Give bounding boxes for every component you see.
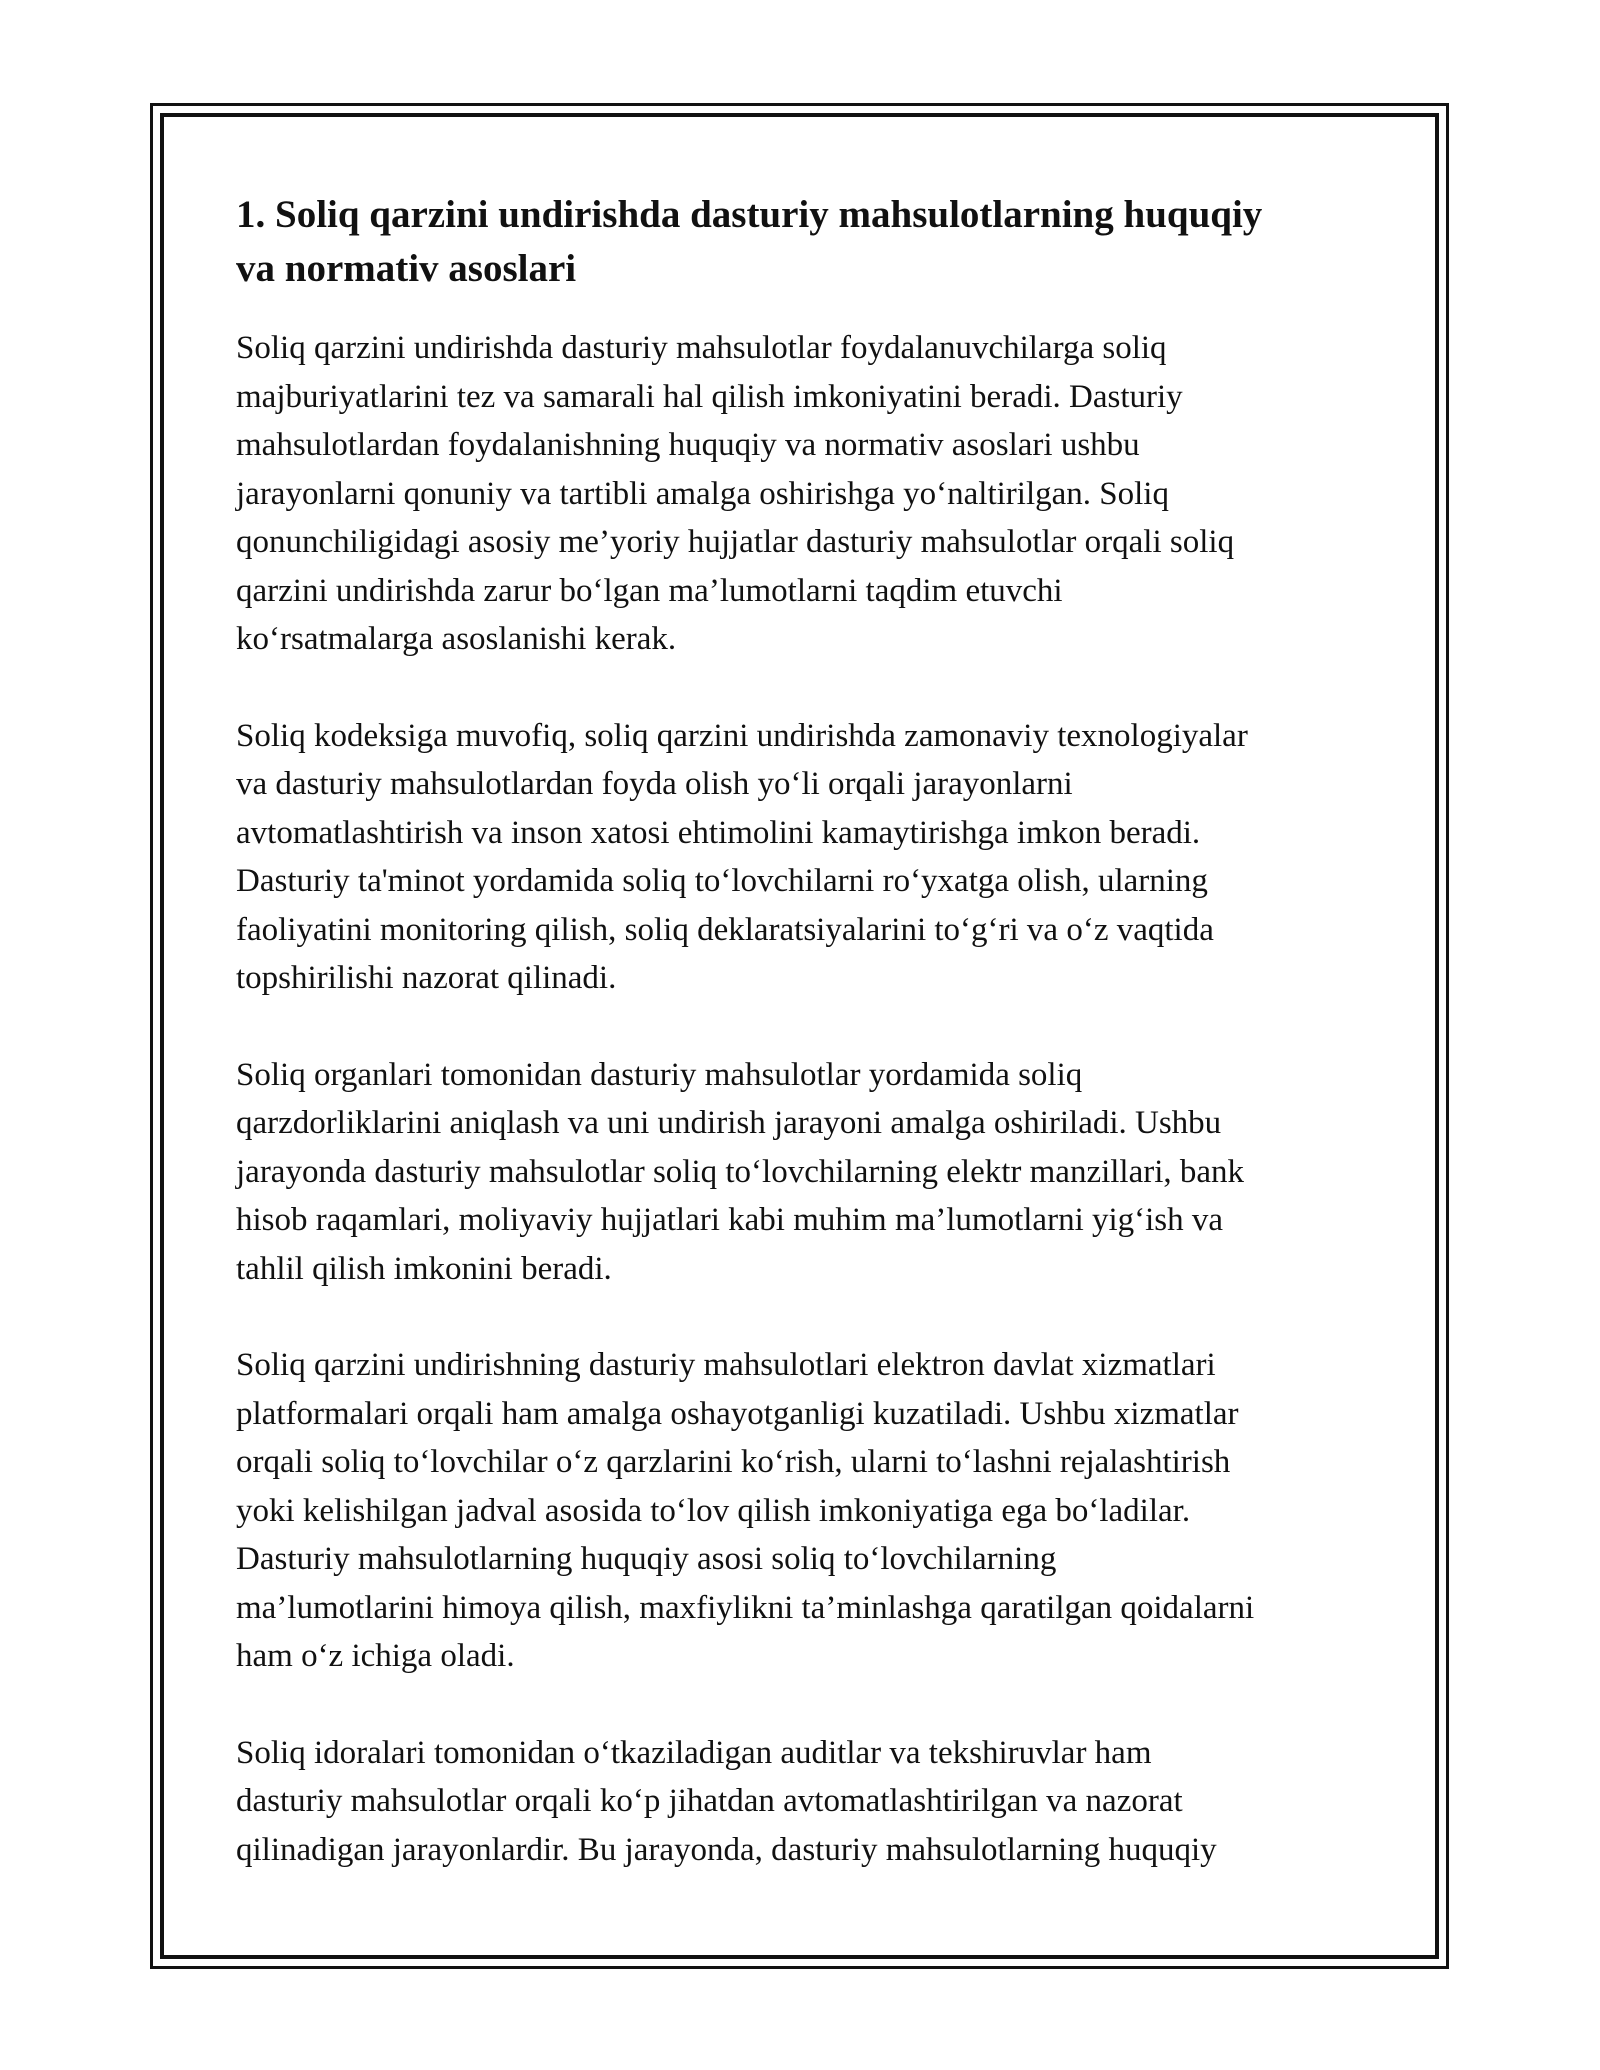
text-line: Soliq qarzini undirishda dasturiy mahsulotlar foydalanuvchilarga soliq <box>236 330 1167 366</box>
text-line: ham oʻz ichiga oladi. <box>236 1638 515 1674</box>
text-line: yoki kelishilgan jadval asosida toʻlov qilish imkoniyatiga ega boʻladilar. <box>236 1492 1191 1529</box>
text-line: majburiyatlarini tez va samarali hal qilish imkoniyatini beradi. Dasturiy <box>236 378 1183 415</box>
text-line: platformalari orqali ham amalga oshayotganligi kuzatiladi. Ushbu xizmatlar <box>236 1395 1239 1432</box>
text-line: orqali soliq toʻlovchilar oʻz qarzlarini koʻrish, ularni toʻlashni rejalashtirish <box>236 1444 1231 1480</box>
heading-line: 1. Soliq qarzini undirishda dasturiy mahsulotlarning huquqiy <box>236 193 1263 236</box>
text-line: topshirilishi nazorat qilinadi. <box>236 960 617 996</box>
text-line: Soliq qarzini undirishning dasturiy mahsulotlari elektron davlat xizmatlari <box>236 1347 1216 1383</box>
text-line: qilinadigan jarayonlardir. Bu jarayonda, dasturiy mahsulotlarning huquqiy <box>236 1831 1217 1868</box>
text-line: jarayonda dasturiy mahsulotlar soliq toʻlovchilarning elektr manzillari, bank <box>236 1153 1245 1190</box>
text-line: qarzini undirishda zarur boʻlgan ma’lumotlarni taqdim etuvchi <box>236 572 1063 609</box>
paragraph <box>236 324 1376 664</box>
text-line: Dasturiy ta'minot yordamida soliq toʻlovchilarni roʻyxatga olish, ularning <box>236 863 1208 899</box>
paragraph <box>236 1729 1376 1875</box>
text-line: koʻrsatmalarga asoslanishi kerak. <box>236 621 677 657</box>
text-line: Dasturiy mahsulotlarning huquqiy asosi soliq toʻlovchilarning <box>236 1541 1057 1577</box>
text-line: tahlil qilish imkonini beradi. <box>236 1250 612 1287</box>
text-line: hisob raqamlari, moliyaviy hujjatlari kabi muhim ma’lumotlarni yigʻish va <box>236 1202 1224 1238</box>
text-line: va dasturiy mahsulotlardan foyda olish yoʻli orqali jarayonlarni <box>236 766 1073 802</box>
text-line: jarayonlarni qonuniy va tartibli amalga oshirishga yoʻnaltirilgan. Soliq <box>236 475 1169 512</box>
text-line: mahsulotlardan foydalanishning huquqiy va normativ asoslari ushbu <box>236 427 1140 463</box>
text-line: faoliyatini monitoring qilish, soliq deklaratsiyalarini toʻgʻri va oʻz vaqtida <box>236 911 1214 948</box>
section-heading <box>236 188 1376 296</box>
text-line: qonunchiligidagi asosiy me’yoriy hujjatlar dasturiy mahsulotlar orqali soliq <box>236 524 1235 560</box>
text-line: avtomatlashtirish va inson xatosi ehtimolini kamaytirishga imkon beradi. <box>236 814 1201 851</box>
heading-line: va normativ asoslari <box>236 247 577 290</box>
text-line: Soliq organlari tomonidan dasturiy mahsulotlar yordamida soliq <box>236 1056 1083 1093</box>
text-line: qarzdorliklarini aniqlash va uni undirish jarayoni amalga oshiriladi. Ushbu <box>236 1105 1222 1141</box>
text-line: Soliq kodeksiga muvofiq, soliq qarzini undirishda zamonaviy texnologiyalar <box>236 717 1248 754</box>
text-line: Soliq idoralari tomonidan oʻtkaziladigan auditlar va tekshiruvlar ham <box>236 1734 1152 1771</box>
document-body <box>236 188 1376 1922</box>
paragraph <box>236 712 1376 1003</box>
text-line: ma’lumotlarini himoya qilish, maxfiylikni ta’minlashga qaratilgan qoidalarni <box>236 1589 1255 1626</box>
text-line: dasturiy mahsulotlar orqali koʻp jihatdan avtomatlashtirilgan va nazorat <box>236 1783 1183 1819</box>
paragraph <box>236 1341 1376 1681</box>
paragraph <box>236 1051 1376 1294</box>
